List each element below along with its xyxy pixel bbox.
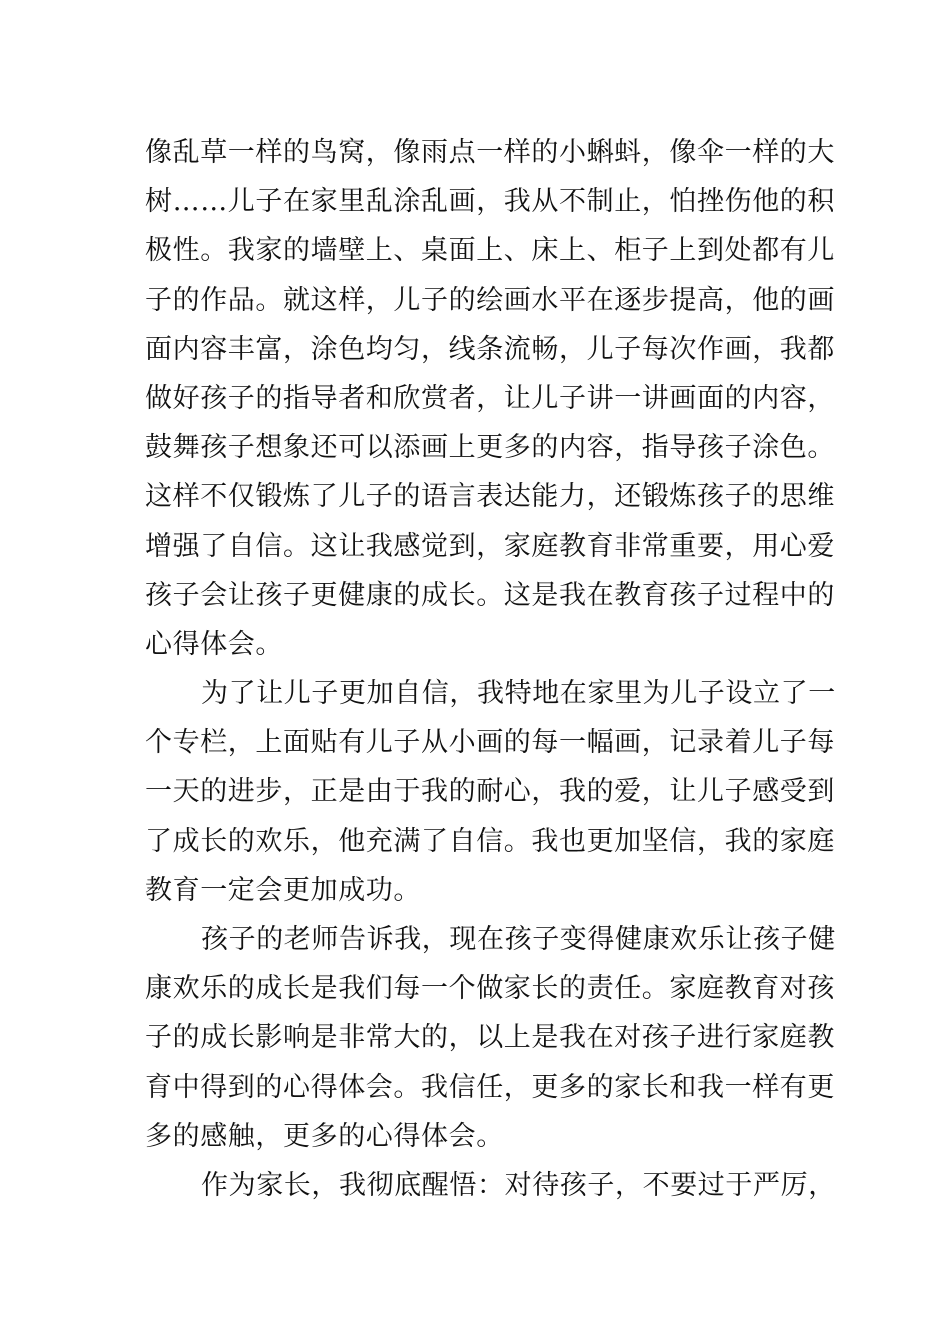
- paragraph: [145, 128, 835, 669]
- text-line: 心得体会。: [145, 628, 283, 660]
- text-line: 子的作品。就这样，儿子的绘画水平在逐步提高，他的画: [145, 284, 835, 316]
- text-line: 多的感触，更多的心得体会。: [145, 1120, 504, 1152]
- text-line: 个专栏，上面贴有儿子从小画的每一幅画，记录着儿子每: [145, 727, 835, 759]
- text-line: 育中得到的心得体会。我信任，更多的家长和我一样有更: [145, 1071, 835, 1103]
- text-line: 像乱草一样的鸟窝，像雨点一样的小蝌蚪，像伞一样的大: [145, 137, 835, 168]
- text-line: 这样不仅锻炼了儿子的语言表达能力，还锻炼孩子的思维: [145, 481, 835, 513]
- text-line: 康欢乐的成长是我们每一个做家长的责任。家庭教育对孩: [145, 973, 835, 1005]
- text-line: 树……儿子在家里乱涂乱画，我从不制止，怕挫伤他的积: [145, 186, 835, 218]
- text-line: 教育一定会更加成功。: [145, 874, 421, 906]
- text-line: 为了让儿子更加自信，我特地在家里为儿子设立了一: [201, 678, 836, 710]
- paragraph: [145, 915, 836, 1161]
- text-line: 作为家长，我彻底醒悟：对待孩子，不要过于严厉，: [201, 1169, 836, 1201]
- paragraph: [145, 669, 836, 915]
- text-line: 了成长的欢乐，他充满了自信。我也更加坚信，我的家庭: [145, 825, 835, 857]
- text-line: 孩子会让孩子更健康的成长。这是我在教育孩子过程中的: [145, 579, 835, 611]
- text-line: 做好孩子的指导者和欣赏者，让儿子讲一讲画面的内容，: [145, 382, 835, 414]
- text-line: 孩子的老师告诉我，现在孩子变得健康欢乐让孩子健: [201, 924, 836, 955]
- body-text: [145, 128, 836, 1210]
- text-line: 极性。我家的墙壁上、桌面上、床上、柜子上到处都有儿: [145, 235, 835, 267]
- paragraph: [145, 1161, 836, 1210]
- text-line: 一天的进步，正是由于我的耐心，我的爱，让儿子感受到: [145, 776, 835, 808]
- text-line: 增强了自信。这让我感觉到，家庭教育非常重要，用心爱: [145, 530, 835, 562]
- text-line: 子的成长影响是非常大的，以上是我在对孩子进行家庭教: [145, 1022, 835, 1054]
- text-line: 面内容丰富，涂色均匀，线条流畅，儿子每次作画，我都: [145, 333, 835, 365]
- text-line: 鼓舞孩子想象还可以添画上更多的内容，指导孩子涂色。: [145, 432, 835, 464]
